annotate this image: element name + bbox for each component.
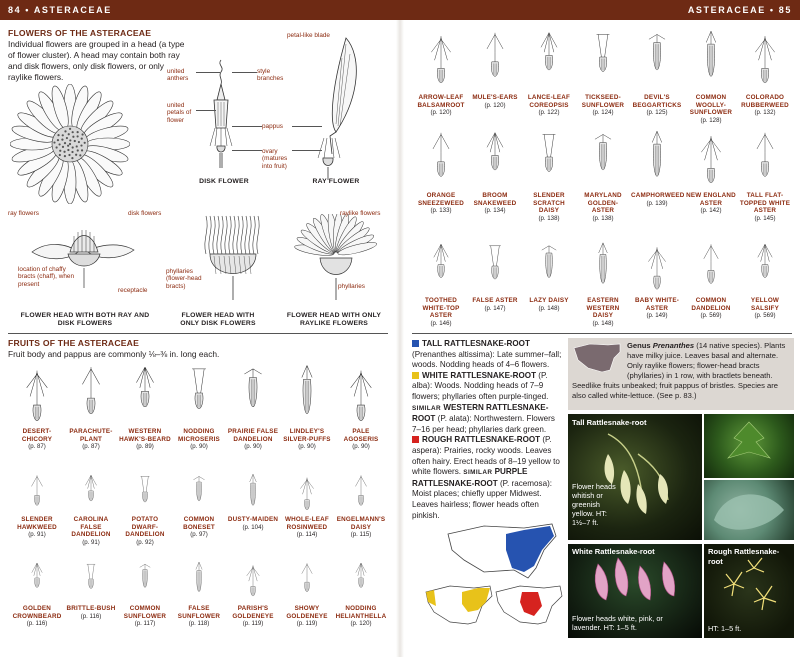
right-fruit-drawing-common-dandelion [691, 240, 731, 292]
fruit-page-ref: (p. 97) [190, 531, 208, 539]
fruit-page-ref: (p. 117) [134, 620, 156, 628]
fruit-name: BABY WHITE-ASTER [634, 297, 680, 312]
fruit-name: MULE'S-EARS [472, 94, 518, 101]
right-fruit-drawing-baby-white-aster [637, 240, 677, 292]
right-fruit-label-toothed-white-top-aster [415, 297, 467, 327]
left-fruit-label-potato-dwarf-dandelion [119, 516, 171, 546]
fruit-name: PRAIRIE FALSE DANDELION [227, 428, 279, 443]
fruit-page-ref: (p. 149) [646, 312, 668, 320]
right-fruit-label-slender-scratch-daisy [523, 192, 575, 222]
tall-range-map [444, 520, 560, 582]
photo-tall-caption: Flower heads whitish or greenish yellow. HT: 1½–7 ft. [572, 482, 616, 527]
fruit-name: FALSE ASTER [472, 297, 518, 304]
rough-range-swatch [412, 436, 419, 443]
fruit-name: SLENDER SCRATCH DAISY [533, 192, 565, 215]
left-fruit-label-dusty-maiden [227, 516, 279, 531]
fruits-heading: FRUITS OF THE ASTERACEAE [8, 338, 140, 348]
left-fruit-drawing-nodding-helianthella [341, 560, 381, 598]
label-united-petals: united petals of flower [167, 102, 192, 124]
fruit-name: EASTERN WESTERN DAISY [586, 297, 620, 320]
fruit-page-ref: (p. 87) [28, 443, 46, 451]
left-fruit-label-western-hawk-s-beard [119, 428, 171, 451]
fruit-page-ref: (p. 122) [538, 109, 560, 117]
fruit-page-ref: (p. 119) [296, 620, 318, 628]
left-fruit-drawing-pale-agoseris [341, 362, 381, 424]
left-fruit-label-carolina-false-dandelion [65, 516, 117, 546]
right-fruit-drawing-devil-s-beggarticks [637, 28, 677, 86]
label-ovary: ovary (matures into fruit) [262, 148, 288, 170]
fruit-page-ref: (p. 138) [592, 214, 614, 222]
fruit-name: TALL FLAT-TOPPED WHITE ASTER [739, 192, 791, 215]
section-divider [8, 333, 388, 334]
fruit-name: DEVIL'S BEGGARTICKS [632, 94, 682, 109]
right-fruit-label-tall-flat-topped-white-aster [739, 192, 791, 222]
right-fruit-label-broom-snakeweed [469, 192, 521, 215]
right-fruit-label-orange-sneezeweed [415, 192, 467, 215]
right-fruit-label-baby-white-aster [631, 297, 683, 320]
right-fruit-drawing-camphorweed [637, 128, 677, 186]
fruit-page-ref: (p. 134) [484, 207, 506, 215]
fruit-name: ENGELMANN'S DAISY [336, 516, 386, 531]
rough-range-map [494, 582, 564, 628]
right-fruit-drawing-toothed-white-top-aster [421, 240, 461, 292]
right-fruit-drawing-eastern-western-daisy [583, 240, 623, 292]
right-fruit-drawing-yellow-salsify [745, 240, 785, 292]
fruit-page-ref: (p. 116) [80, 612, 102, 620]
fruit-page-ref: (p. 91) [82, 538, 100, 546]
right-fruit-drawing-common-woolly-sunflower [691, 28, 731, 86]
right-fruit-drawing-arrow-leaf-balsamroot [421, 28, 461, 86]
caption-head-disk: FLOWER HEAD WITH ONLY DISK FLOWERS [180, 312, 256, 327]
photo-white-title: White Rattlesnake-root [572, 547, 655, 556]
flowers-heading: FLOWERS OF THE ASTERACEAE [8, 28, 152, 38]
left-fruit-label-golden-crownbeard [11, 605, 63, 628]
photo-rough-title: Rough Rattlesnake-root [708, 547, 780, 566]
fruit-name: GOLDEN CROWNBEARD [12, 605, 62, 620]
fruit-page-ref: (p. 87) [82, 443, 100, 451]
photo-tall-leaf [704, 414, 794, 478]
fruit-page-ref: (p. 132) [754, 109, 776, 117]
fruit-page-ref: (p. 120) [484, 101, 506, 109]
flowers-text: Individual flowers are grouped in a head (a type of flower cluster). A head may contain both ray and disk flowers, only disk flowers, or only raylike flowers. [8, 39, 185, 82]
right-fruit-label-maryland-golden-aster [577, 192, 629, 222]
label-petal-blade: petal-like blade [287, 32, 330, 39]
left-fruit-label-prairie-false-dandelion [227, 428, 279, 451]
left-fruit-drawing-western-hawk-s-beard [125, 362, 165, 424]
left-fruit-label-parish-s-goldeneye [227, 605, 279, 628]
fruit-page-ref: (p. 146) [430, 319, 452, 327]
left-fruit-label-common-sunflower [119, 605, 171, 628]
fruit-page-ref: (p. 148) [592, 319, 614, 327]
right-fruit-drawing-maryland-golden-aster [583, 128, 623, 186]
fruit-name: COMMON WOOLLY-SUNFLOWER [689, 94, 733, 117]
right-fruit-label-lazy-daisy [523, 297, 575, 312]
white-range-map [424, 582, 494, 628]
fruit-page-ref: (p. 90) [298, 443, 316, 451]
fruit-page-ref: (p. 133) [430, 207, 452, 215]
right-fruit-label-mule-s-ears [469, 94, 521, 109]
right-running-header: ASTERACEAE • 85 [400, 0, 800, 20]
label-disk-flowers: disk flowers [128, 210, 162, 217]
right-fruit-label-tickseed-sunflower [577, 94, 629, 117]
fruit-page-ref: (p. 90) [352, 443, 370, 451]
left-fruit-label-slender-hawkweed [11, 516, 63, 539]
ray-flower-drawing [296, 34, 366, 182]
fruit-name: NODDING MICROSERIS [178, 428, 220, 443]
fruit-page-ref: (p. 120) [350, 620, 372, 628]
genus-box: Genus Prenanthes (14 native species). Plants have milky juice. Leaves basal and alternate. Only raylike flowers; flower-head bracts (phyllaries) in 1 row, with bractlets beneath. Seedlike fruits unbeaked; fruit pappus of bristles. Species are also called white-lettuce. (See p. 83.) [568, 338, 794, 410]
left-fruit-label-nodding-helianthella [335, 605, 387, 628]
fruit-name: LANCE-LEAF COREOPSIS [527, 94, 571, 109]
right-fruit-label-new-england-aster [685, 192, 737, 215]
right-fruit-drawing-new-england-aster [691, 128, 731, 186]
fruit-page-ref: (p. 118) [188, 620, 210, 628]
left-fruit-drawing-brittle-bush [71, 560, 111, 598]
left-fruit-drawing-common-sunflower [125, 560, 165, 598]
left-fruit-drawing-common-boneset [179, 472, 219, 512]
left-fruit-label-pale-agoseris [335, 428, 387, 451]
right-fruit-drawing-orange-sneezeweed [421, 128, 461, 186]
left-fruit-drawing-slender-hawkweed [17, 472, 57, 512]
fruit-page-ref: (p. 128) [700, 116, 722, 124]
photo-rough-caption: HT: 1–5 ft. [708, 624, 742, 633]
fruit-name: COLORADO RUBBERWEED [741, 94, 789, 109]
fruit-name: COMMON BONESET [183, 516, 215, 531]
fruit-name: TOOTHED WHITE-TOP ASTER [422, 297, 460, 320]
fruit-name: COMMON DANDELION [691, 297, 731, 312]
fruit-page-ref: (p. 119) [242, 620, 264, 628]
fruit-name: CAROLINA FALSE DANDELION [71, 516, 111, 539]
left-fruit-drawing-lindley-s-silver-puffs [287, 362, 327, 424]
fruit-page-ref: (p. 147) [484, 304, 506, 312]
right-section-divider [412, 333, 792, 334]
photo-white-rattlesnake-root [568, 544, 702, 638]
species-descriptions [412, 339, 562, 521]
fruit-name: WHOLE-LEAF ROSINWEED [285, 516, 329, 531]
right-fruit-label-false-aster [469, 297, 521, 312]
left-fruit-drawing-prairie-false-dandelion [233, 362, 273, 424]
left-fruit-drawing-whole-leaf-rosinweed [287, 472, 327, 512]
right-fruit-drawing-lance-leaf-coreopsis [529, 28, 569, 86]
fruit-page-ref: (p. 115) [350, 531, 372, 539]
photo-tall-title: Tall Rattlesnake-root [572, 418, 647, 427]
fruit-name: PARISH'S GOLDENEYE [232, 605, 274, 620]
right-fruit-drawing-tickseed-sunflower [583, 28, 623, 86]
fruit-page-ref: (p. 569) [700, 312, 722, 320]
photo-white-leaf [704, 480, 794, 540]
right-fruit-label-camphorweed [631, 192, 683, 207]
label-pappus: pappus [262, 123, 283, 130]
composite-flower-drawing [10, 84, 130, 204]
fruit-name: POTATO DWARF-DANDELION [125, 516, 165, 539]
fruit-page-ref: (p. 139) [646, 199, 668, 207]
right-fruit-label-lance-leaf-coreopsis [523, 94, 575, 117]
fruit-page-ref: (p. 148) [538, 304, 560, 312]
fruit-name: FALSE SUNFLOWER [177, 605, 221, 620]
fruit-page-ref: (p. 90) [190, 443, 208, 451]
left-fruit-drawing-dusty-maiden [233, 472, 273, 512]
right-fruit-drawing-mule-s-ears [475, 28, 515, 86]
left-fruit-label-desert-chicory [11, 428, 63, 451]
fruit-name: PARACHUTE-PLANT [69, 428, 113, 443]
left-fruit-drawing-parachute-plant [71, 362, 111, 424]
right-fruit-label-common-dandelion [685, 297, 737, 320]
species-tall: TALL RATTLESNAKE-ROOT (Prenanthes altissima): Late summer–fall; woods. Nodding heads of 4–6 flowers. [412, 339, 562, 370]
right-fruit-drawing-colorado-rubberweed [745, 28, 785, 86]
fruit-name: COMMON SUNFLOWER [123, 605, 167, 620]
fruit-name: DUSTY-MAIDEN [227, 516, 279, 523]
left-running-header: 84 • ASTERACEAE [0, 0, 400, 20]
left-fruit-drawing-engelmann-s-daisy [341, 472, 381, 512]
fruit-page-ref: (p. 104) [242, 523, 264, 531]
right-fruit-drawing-lazy-daisy [529, 240, 569, 292]
fruit-name: YELLOW SALSIFY [750, 297, 780, 312]
right-fruit-label-devil-s-beggarticks [631, 94, 683, 117]
fruit-name: CAMPHORWEED [631, 192, 685, 199]
right-fruit-label-common-woolly-sunflower [685, 94, 737, 124]
left-fruit-label-whole-leaf-rosinweed [281, 516, 333, 539]
left-fruit-label-common-boneset [173, 516, 225, 539]
left-fruit-label-nodding-microseris [173, 428, 225, 451]
right-fruit-drawing-broom-snakeweed [475, 128, 515, 186]
fruit-page-ref: (p. 91) [28, 531, 46, 539]
fruit-page-ref: (p. 90) [244, 443, 262, 451]
fruit-name: TICKSEED-SUNFLOWER [581, 94, 625, 109]
right-fruit-drawing-slender-scratch-daisy [529, 128, 569, 186]
left-fruit-label-engelmann-s-daisy [335, 516, 387, 539]
fruit-name: SLENDER HAWKWEED [17, 516, 57, 531]
fruit-page-ref: (p. 569) [754, 312, 776, 320]
fruit-name: WESTERN HAWK'S-BEARD [119, 428, 171, 443]
left-fruit-drawing-nodding-microseris [179, 362, 219, 424]
left-fruit-label-parachute-plant [65, 428, 117, 451]
fruit-page-ref: (p. 92) [136, 538, 154, 546]
fruit-name: LINDLEY'S SILVER-PUFFS [283, 428, 331, 443]
left-fruit-drawing-potato-dwarf-dandelion [125, 472, 165, 512]
right-fruit-label-arrow-leaf-balsamroot [415, 94, 467, 117]
fruit-page-ref: (p. 114) [296, 531, 318, 539]
species-rough: ROUGH RATTLESNAKE-ROOT (P. aspera): Prairies, rocky woods. Leaves often hairy. Erect heads of 8–19 yellow to white flowers. SIMILAR PURPLE RATTLESNAKE-ROOT (P. racemosa): Moist places; chiefly upper Midwest. Leaves hairless; flower heads often pinkish. [412, 435, 560, 520]
caption-head-both: FLOWER HEAD WITH BOTH RAY AND DISK FLOWERS [20, 312, 150, 327]
species-white: WHITE RATTLESNAKE-ROOT (P. alba): Woods. Nodding heads of 7–9 flowers; phyllaries often purple-tinged. SIMILAR WESTERN RATTLESNAKE-ROOT (P. alata): Northwestern. Flowers 7–16 per head; phyllaries dark green. [412, 370, 555, 434]
fruit-page-ref: (p. 120) [430, 109, 452, 117]
left-fruit-drawing-parish-s-goldeneye [233, 560, 273, 598]
fruit-name: SHOWY GOLDENEYE [286, 605, 328, 620]
fruit-page-ref: (p. 125) [646, 109, 668, 117]
disk-flower-drawing [196, 56, 246, 174]
right-fruit-label-yellow-salsify [739, 297, 791, 320]
photo-white-caption: Flower heads white, pink, or lavender. HT: 1–5 ft. [572, 614, 663, 632]
left-fruit-label-brittle-bush [65, 605, 117, 620]
label-chaffy-bracts: location of chaffy bracts (chaff), when present [18, 266, 75, 288]
left-fruit-label-lindley-s-silver-puffs [281, 428, 333, 451]
left-fruit-label-showy-goldeneye [281, 605, 333, 628]
fruit-name: ORANGE SNEEZEWEED [417, 192, 465, 207]
right-fruit-label-eastern-western-daisy [577, 297, 629, 327]
fruit-name: PALE AGOSERIS [343, 428, 379, 443]
label-style-branches: style branches [257, 68, 284, 83]
fruit-name: BRITTLE-BUSH [66, 605, 116, 612]
fruit-name: MARYLAND GOLDEN-ASTER [584, 192, 622, 215]
fruit-page-ref: (p. 145) [754, 214, 776, 222]
fruit-page-ref: (p. 124) [592, 109, 614, 117]
fruit-name: BROOM SNAKEWEED [473, 192, 517, 207]
fruit-page-ref: (p. 142) [700, 207, 722, 215]
left-fruit-drawing-showy-goldeneye [287, 560, 327, 598]
fruit-name: DESERT-CHICORY [21, 428, 53, 443]
left-fruit-drawing-desert-chicory [17, 362, 57, 424]
right-fruit-label-colorado-rubberweed [739, 94, 791, 117]
left-fruit-label-false-sunflower [173, 605, 225, 628]
label-united-anthers: united anthers [167, 68, 189, 83]
fruit-name: NODDING HELIANTHELLA [335, 605, 387, 620]
photo-tall-rattlesnake-root [568, 414, 702, 540]
white-range-swatch [412, 372, 419, 379]
fruit-name: NEW ENGLAND ASTER [686, 192, 736, 207]
fruit-name: LAZY DAISY [529, 297, 569, 304]
left-fruit-drawing-carolina-false-dandelion [71, 472, 111, 512]
label-phyllaries-bracts: phyllaries (flower-head bracts) [166, 268, 202, 290]
fruit-page-ref: (p. 89) [136, 443, 154, 451]
label-phyllaries: phyllaries [338, 283, 365, 290]
tall-range-swatch [412, 340, 419, 347]
label-ray-flowers: ray flowers [8, 210, 39, 217]
caption-disk-flower: DISK FLOWER [199, 178, 249, 185]
right-fruit-drawing-tall-flat-topped-white-aster [745, 128, 785, 186]
fruits-text: Fruit body and pappus are commonly ⅛–⅜ in. long each. [8, 349, 220, 359]
left-fruit-drawing-golden-crownbeard [17, 560, 57, 598]
caption-ray-flower: RAY FLOWER [312, 178, 360, 185]
genus-range-map [572, 342, 622, 374]
right-page [400, 0, 800, 657]
head-raylike-drawing [286, 214, 386, 302]
fruit-name: ARROW-LEAF BALSAMROOT [417, 94, 465, 109]
caption-head-raylike: FLOWER HEAD WITH ONLY RAYLIKE FLOWERS [286, 312, 382, 327]
label-receptacle: receptacle [118, 287, 148, 294]
photo-rough-rattlesnake-root [704, 544, 794, 638]
left-fruit-drawing-false-sunflower [179, 560, 219, 598]
label-raylike-flowers: raylike flowers [340, 210, 381, 217]
right-fruit-drawing-false-aster [475, 240, 515, 292]
fruit-page-ref: (p. 138) [538, 214, 560, 222]
fruit-page-ref: (p. 116) [26, 620, 48, 628]
